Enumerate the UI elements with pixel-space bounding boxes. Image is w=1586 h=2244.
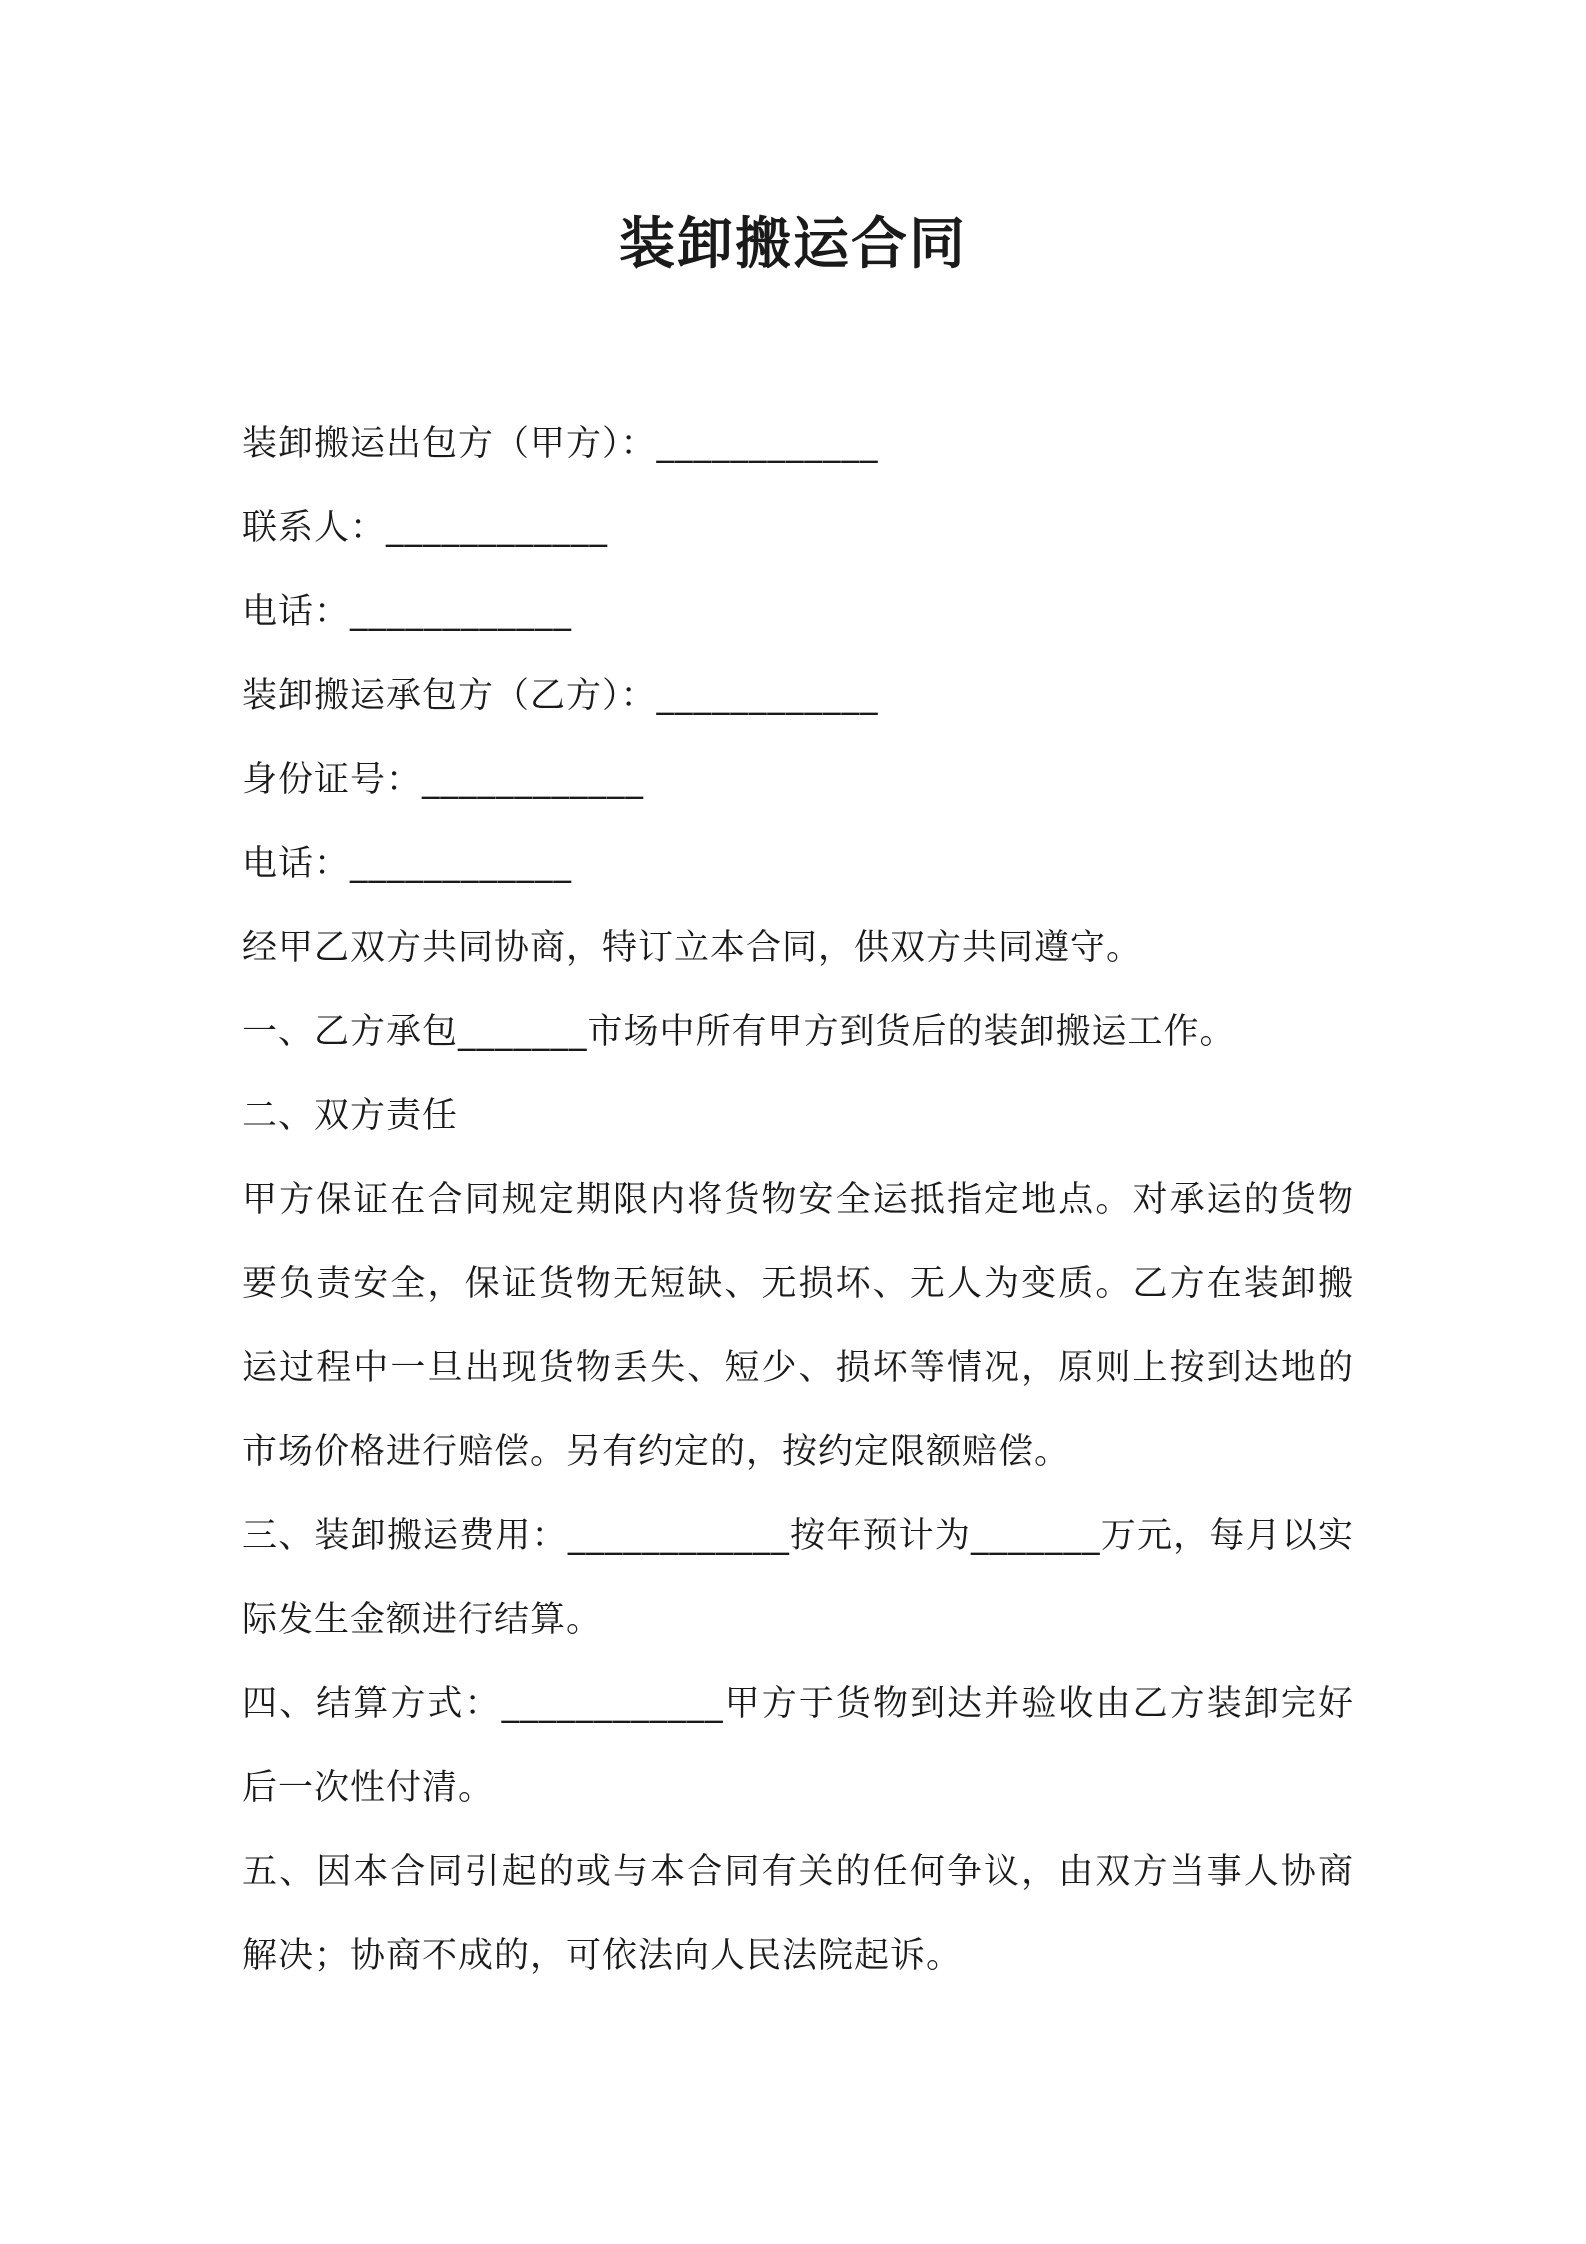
party-a-phone-field: 电话：____________ [242, 592, 573, 632]
clause-3: 三、装卸搬运费用：____________按年预计为_______万元，每月以实际发生金额进行结算。 [242, 1516, 1354, 1640]
preamble: 经甲乙双方共同协商，特订立本合同，供双方共同遵守。 [242, 928, 1143, 968]
document-title: 装卸搬运合同 [619, 212, 967, 277]
party-a-contact-field: 联系人：____________ [242, 508, 609, 548]
document-body [242, 402, 1354, 1998]
party-b-phone-field: 电话：____________ [242, 844, 573, 884]
party-b-field: 装卸搬运承包方（乙方）：____________ [242, 676, 879, 716]
party-a-field: 装卸搬运出包方（甲方）：____________ [242, 424, 879, 464]
clause-4: 四、结算方式：____________甲方于货物到达并验收由乙方装卸完好后一次性付清。 [242, 1684, 1354, 1808]
clause-2-body: 甲方保证在合同规定期限内将货物安全运抵指定地点。对承运的货物要负责安全，保证货物无短缺、无损坏、无人为变质。乙方在装卸搬运过程中一旦出现货物丢失、短少、损坏等情况，原则上按到达地的市场价格进行赔偿。另有约定的，按约定限额赔偿。 [242, 1180, 1354, 1472]
clause-1: 一、乙方承包_______市场中所有甲方到货后的装卸搬运工作。 [242, 1012, 1236, 1052]
clause-5: 五、因本合同引起的或与本合同有关的任何争议，由双方当事人协商解决；协商不成的，可依法向人民法院起诉。 [242, 1852, 1354, 1976]
party-b-id-field: 身份证号：____________ [242, 760, 645, 800]
clause-2-heading: 二、双方责任 [242, 1096, 459, 1136]
